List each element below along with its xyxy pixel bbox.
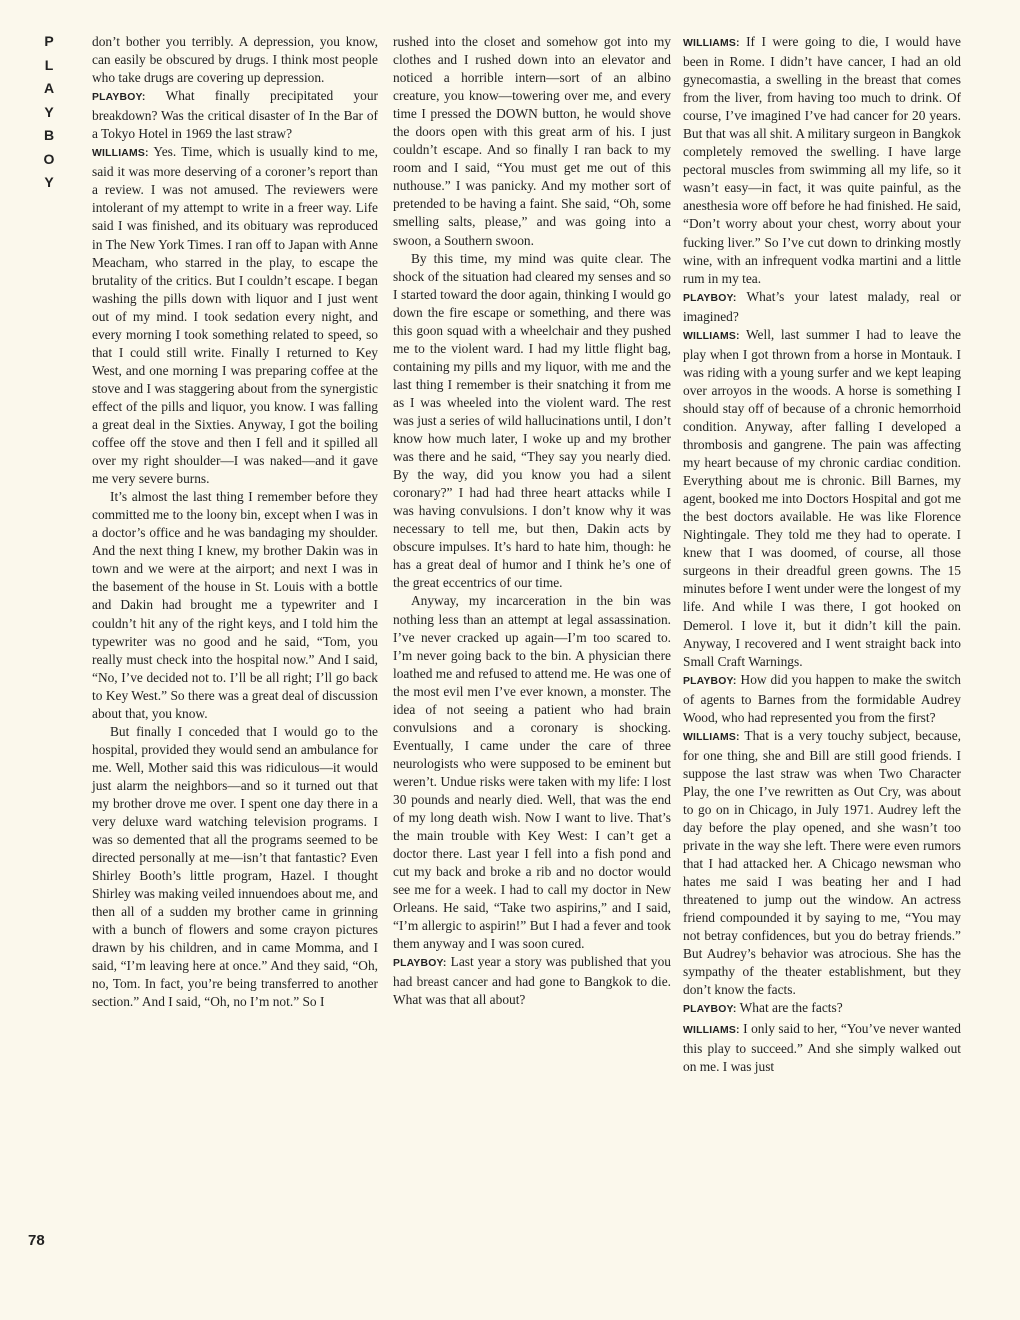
article-paragraph (92, 33, 378, 87)
article-paragraph (683, 999, 961, 1019)
article-paragraph (92, 488, 378, 723)
article-paragraph (393, 592, 671, 953)
text-column-3 (683, 33, 961, 1076)
text-column-1 (92, 33, 378, 1012)
text-column-2 (393, 33, 671, 1010)
speaker-label: WILLIAMS: (683, 38, 740, 49)
masthead-letter: A (43, 80, 55, 96)
speaker-label: PLAYBOY: (92, 92, 146, 104)
speaker-label: WILLIAMS: (92, 148, 149, 160)
paragraph-text: I only said to her, “You’ve never wanted this play to succeed.” And she simply walked out on me. I was just (683, 1020, 961, 1074)
page-number: 78 (28, 1232, 45, 1249)
paragraph-text: don’t bother you terribly. A depression, you know, can easily be obscured by drugs. I think most people who take drugs are covering up depression. (92, 34, 378, 86)
article-paragraph (92, 143, 378, 488)
paragraph-text: rushed into the closet and somehow got into my clothes and I rushed down into an elevator and noticed a horrible intern—sort of an albino creature, you know—towering over me, and every time I pressed the DOWN button, he would shove the doors open with this great arm of his. I just couldn’t escape. And so finally I ran back to my room and I said, “You must get me out of this nuthouse.” I was panicky. And my mother sort of pretended to be having a faint. She said, “Oh, some smelling salts, please,” and was going into a swoon, a Southern swoon. (393, 34, 671, 248)
paragraph-text: But finally I conceded that I would go to the hospital, provided they would send an ambulance for me. Well, Mother said this was ridiculous—it would just alarm the neighbors—and so it turned out that my brother drove me over. I spent one day there in a very deluxe ward watching television programs. I was so demented that all the programs seemed to be directed personally at me—isn’t that fantastic? Even Shirley Booth’s little program, Hazel. I thought Shirley was making veiled innuendoes about me, and then all of a sudden my brother came in grinning with a bunch of flowers and some crayon pictures drawn by his children, and in came Momma, and I said, “I’m leaving here at once.” And they said, “Oh, no, Tom. In fact, you’re being transferred to another section.” And I said, “Oh, no I’m not.” So I (92, 723, 378, 1010)
paragraph-text: How did you happen to make the switch of agents to Barnes from the formidable Audrey Wood, who had represented you from the first? (683, 671, 961, 725)
article-paragraph (683, 33, 961, 288)
masthead-letter: O (43, 150, 55, 167)
article-paragraph (683, 288, 961, 326)
speaker-label: PLAYBOY: (393, 958, 447, 970)
paragraph-text: By this time, my mind was quite clear. The shock of the situation had cleared my senses and so I started toward the door again, thinking I would go down the fire escape or something, and there was this goon squad with a wheelchair and they pushed me to the violent ward. I had my little flight bag, containing my pills and my liquor, with me and the last thing I remember is their snatching it from me as I was wheeled into the violent ward. The rest was just a series of wild hallucinations until, I don’t know how much later, I woke up and my brother was there and he said, “They say you nearly died. By the way, did you know you had a silent coronary?” I had had three heart attacks while I was having convulsions. I don’t know why it was necessary to tell me, but then, Dakin acts by obscure impulses. It’s hard to hate him, though: he has a great deal of humor and I think he’s one of the great eccentrics of our time. (393, 250, 671, 591)
article-paragraph (393, 250, 671, 593)
article-paragraph (683, 1020, 961, 1076)
speaker-label: PLAYBOY: (683, 1004, 737, 1016)
speaker-label: WILLIAMS: (683, 1024, 740, 1036)
paragraph-text: If I were going to die, I would have been in Rome. I didn’t have cancer, I had an old gynecomastia, a swelling in the breast that comes from the liver, from having too much to drink. Of course, I’ve imagined I’ve had cancer for 20 years. But that was all shit. A military surgeon in Bangkok completely removed the swelling. I have large pectoral muscles from swimming all my life, so it wasn’t easy—in fact, it was quite painful, as the anesthesia wore off before he had finished. He said, “Don’t worry about your chest, worry about your fucking liver.” So I’ve cut down to drinking mostly wine, with an infrequent vodka martini and a little rum in my tea. (683, 34, 961, 286)
paragraph-text: It’s almost the last thing I remember before they committed me to the loony bin, except when I was in a doctor’s office and he was bandaging my shoulder. And the next thing I knew, my brother Dakin was in town and we were at the airport; and next I was in the basement of the house in St. Louis with a bottle and Dakin had brought me a typewriter and I couldn’t hit any of the right keys, and I told him the typewriter was no good and he said, “Tom, you really must check into the hospital now.” And I said, “No, I’ve decided not to. I’ll be all right; I’ll go back to Key West.” So there was a great deal of discussion about that, you know. (92, 489, 378, 721)
masthead-letter: P (44, 33, 54, 49)
paragraph-text: That is a very touchy subject, because, for one thing, she and Bill are still good friends. I suppose the last straw was when Two Character Play, the one I’ve rewritten as Out Cry, was about to go on in Chicago, in July 1971. Audrey left the day before the play opened, and she wasn’t too private in the way she left. There were even rumors that I had attacked her. A Chicago newsman who hates me said I was beating her and I had threatened to jump out the window. An actress friend compounded it by saying to me, “You may not betray confidences, but you do betray friends.” But Audrey’s behavior was atrocious. She has the sympathy of the theater establishment, but they don’t know the facts. (683, 727, 961, 998)
article-paragraph (393, 953, 671, 1009)
paragraph-text: Last year a story was published that you had breast cancer and had gone to Bangkok to die. What was that all about? (393, 954, 671, 1008)
masthead-letter: L (44, 56, 54, 73)
speaker-label: PLAYBOY: (683, 292, 737, 304)
masthead-letter: Y (44, 174, 54, 190)
magazine-masthead (30, 30, 68, 195)
article-paragraph (683, 727, 961, 1000)
paragraph-text: Yes. Time, which is usually kind to me, said it was more deserving of a coroner’s report than a review. I was not amused. The reviewers were intolerant of my attempt to write in a freer way. Life said I was finished, and its obituary was reproduced in The New York Times. I ran off to Japan with Anne Meacham, who starred in the play, to escape the brutality of the critics. But I couldn’t escape. I began washing the pills down with liquor and I just went out of my mind. I took sedation every night, and every morning I took something related to speed, so that I could still write. Finally I returned to Key West, and one morning I was preparing coffee at the stove and I was staggering about from the synergistic effect of the pills and liquor, you know. I was falling a great deal in the Sixties. Anyway, I got the boiling coffee off the stove and then I fell and it spilled all over my right shoulder—I was naked—and it gave me very severe burns. (92, 144, 378, 487)
masthead-letter: B (43, 127, 55, 143)
article-paragraph (92, 723, 378, 1012)
article-paragraph (92, 87, 378, 143)
paragraph-text: Well, last summer I had to leave the play when I got thrown from a horse in Montauk. I was riding with a young surfer and we kept leaping over arroyos in the woods. A horse is something I should stay off of because of a chronic hemorrhoid condition. Anyway, after falling I developed a thrombosis and gangrene. The pain was affecting my heart because of my chronic cardiac condition. Everything about me is chronic. Bill Barnes, my agent, booked me into Doctors Hospital and got me the best doctors available. He was like Florence Nightingale. They told me they had to operate. I knew that I was doomed, of course, all those surgeons in their dreadful green gowns. The 15 minutes before I went under were the longest of my life. And while I was there, I got hooked on Demerol. I love it, but it didn’t kill the pain. Anyway, I recovered and I went straight back into Small Craft Warnings. (683, 326, 962, 669)
masthead-letter: Y (44, 103, 54, 120)
paragraph-text: What finally precipitated your breakdown? Was the critical disaster of In the Bar of a Tokyo Hotel in 1969 the last straw? (92, 88, 379, 142)
paragraph-text: What’s your latest malady, real or imagined? (683, 288, 961, 324)
speaker-label: PLAYBOY: (683, 675, 737, 687)
paragraph-text: Anyway, my incarceration in the bin was nothing less than an attempt at legal assassination. I’ve never cracked up again—I’m too scared to. I’m never going back to the bin. A physician there loathed me and refused to attend me. He was one of the most evil men I’ve ever known, a monster. The idea of not seeing a patient who had brain convulsions and a coronary is shocking. Eventually, I came under the care of three neurologists who were supposed to be eminent but weren’t. Undue risks were taken with my life: I lost 30 pounds and nearly died. Well, that was the end of my long death wish. Now I want to live. That’s the main trouble with Key West: I can’t get a doctor there. Last year I fell into a fish pond and cut my back and broke a rib and no doctor would see me for a week. I had to call my doctor in New Orleans. He said, “Take two aspirins,” and I said, “I’m allergic to aspirin!” But I had a fever and took them anyway and I was soon cured. (393, 593, 671, 952)
article-paragraph (683, 326, 961, 671)
paragraph-text: What are the facts? (739, 1000, 843, 1016)
article-paragraph (393, 33, 671, 250)
speaker-label: WILLIAMS: (683, 731, 740, 743)
article-paragraph (683, 671, 961, 727)
speaker-label: WILLIAMS: (683, 330, 740, 342)
